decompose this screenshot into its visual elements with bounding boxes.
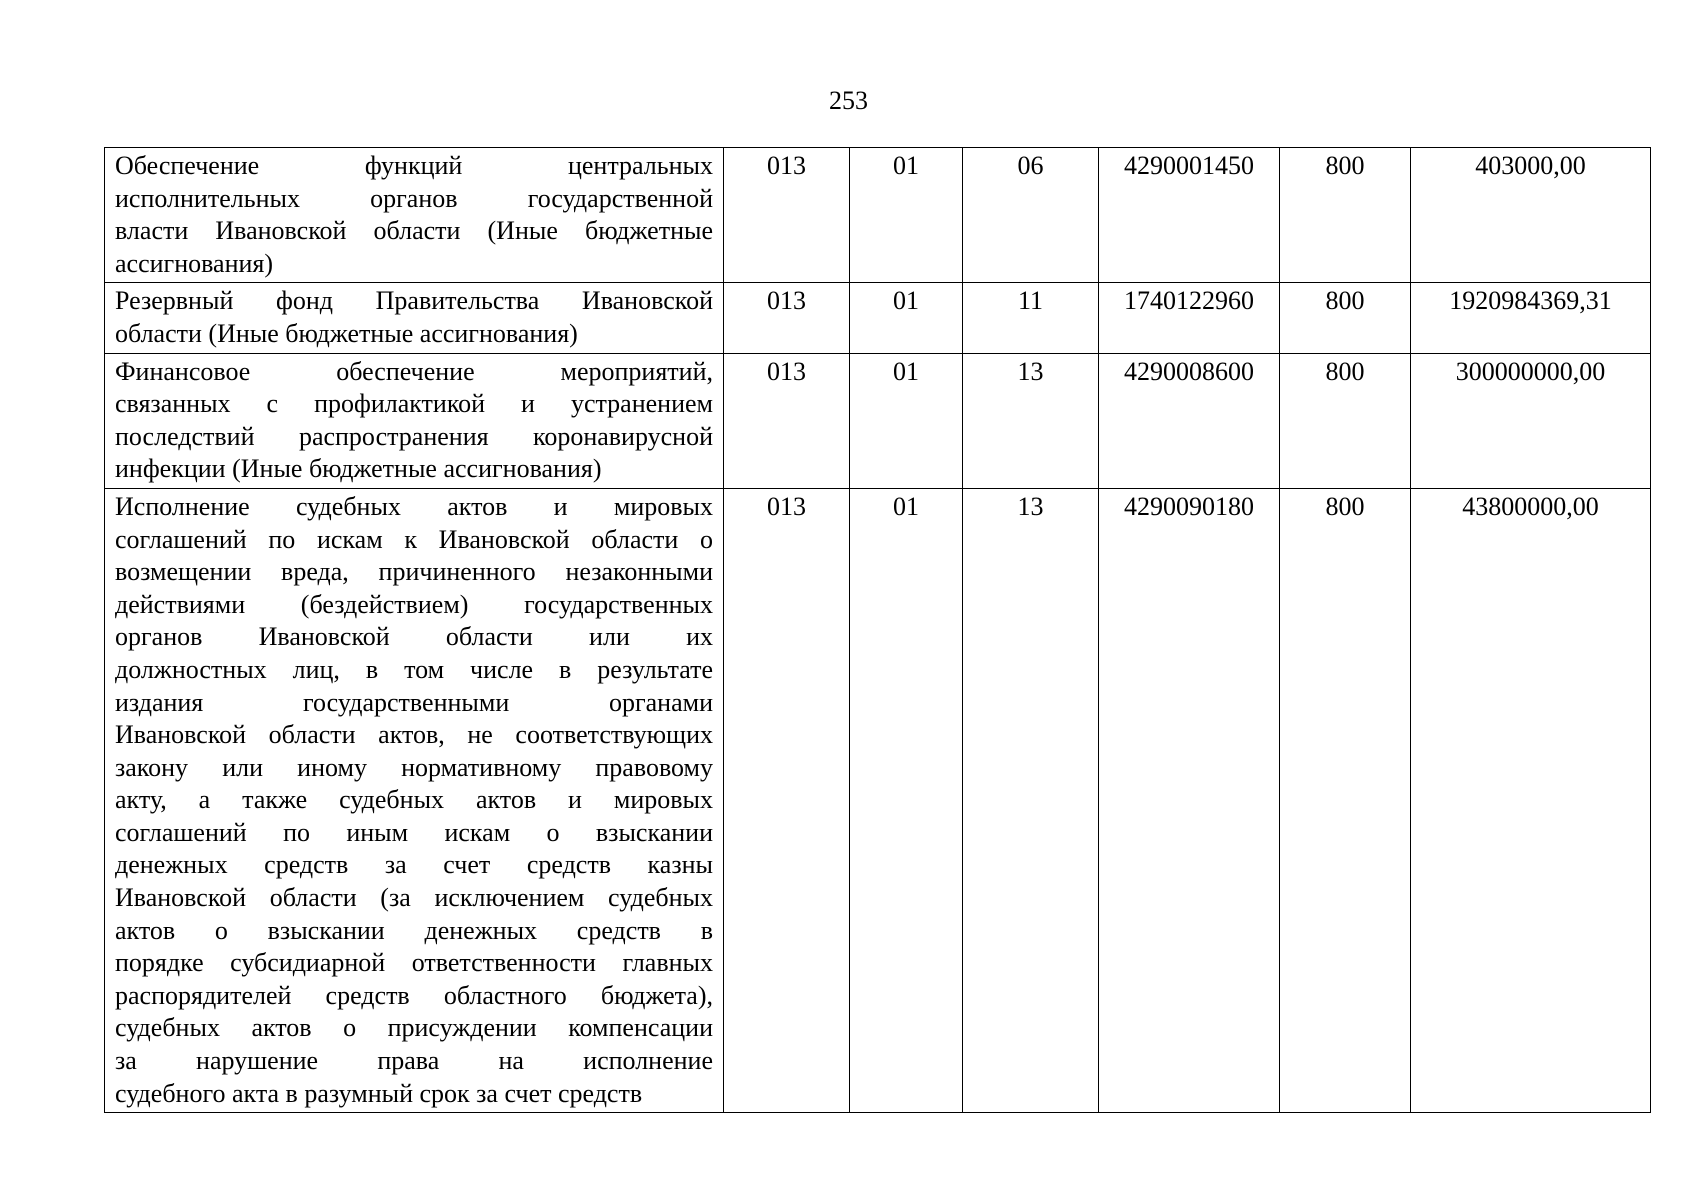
admin-code-cell: 013 (724, 283, 850, 353)
amount-cell: 43800000,00 (1411, 488, 1651, 1112)
description-line: судебных актов о присуждении компенсации (115, 1013, 713, 1043)
expense-type-cell: 800 (1280, 283, 1411, 353)
expense-description (105, 283, 724, 353)
amount-cell: 1920984369,31 (1411, 283, 1651, 353)
description-line: Обеспечение функций центральных (115, 151, 713, 180)
expense-type-cell: 800 (1280, 148, 1411, 283)
target-article-cell: 4290090180 (1099, 488, 1280, 1112)
description-line: издания государственными органами (115, 687, 713, 717)
expense-description (105, 148, 724, 283)
description-line: Ивановской области (за исключением судебных (115, 883, 713, 913)
table-row (105, 148, 1651, 283)
subsection-code-cell: 13 (963, 353, 1099, 488)
page-number: 253 (829, 86, 868, 115)
description-line: ассигнования) (115, 248, 274, 278)
description-line: Резервный фонд Правительства Ивановской (115, 286, 713, 316)
target-article-cell: 1740122960 (1099, 283, 1280, 353)
target-article-cell: 4290008600 (1099, 353, 1280, 488)
description-line: акту, а также судебных актов и мировых (115, 785, 713, 815)
subsection-code-cell: 06 (963, 148, 1099, 283)
expense-type-cell: 800 (1280, 488, 1411, 1112)
description-line: должностных лиц, в том числе в результате (115, 654, 713, 684)
description-line: за нарушение права на исполнение (115, 1046, 713, 1076)
expense-type-cell: 800 (1280, 353, 1411, 488)
description-line: возмещении вреда, причиненного незаконными (115, 557, 713, 587)
description-line: органов Ивановской области или их (115, 622, 713, 652)
description-line: соглашений по искам к Ивановской области о (115, 524, 713, 554)
table-row (105, 353, 1651, 488)
description-line: соглашений по иным искам о взыскании (115, 817, 713, 847)
description-line: инфекции (Иные бюджетные ассигнования) (115, 454, 602, 484)
section-code-cell: 01 (850, 148, 963, 283)
description-line: Ивановской области актов, не соответствующих (115, 720, 713, 750)
expense-description (105, 488, 724, 1112)
description-line: области (Иные бюджетные ассигнования) (115, 318, 578, 348)
description-line: распорядителей средств областного бюджета), (115, 980, 713, 1010)
section-code-cell: 01 (850, 488, 963, 1112)
admin-code-cell: 013 (724, 488, 850, 1112)
description-line: денежных средств за счет средств казны (115, 850, 713, 880)
subsection-code-cell: 13 (963, 488, 1099, 1112)
description-line: связанных с профилактикой и устранением (115, 389, 713, 419)
admin-code-cell: 013 (724, 353, 850, 488)
description-line: действиями (бездействием) государственных (115, 589, 713, 619)
description-line: последствий распространения коронавирусной (115, 421, 713, 451)
admin-code-cell: 013 (724, 148, 850, 283)
table-row (105, 283, 1651, 353)
section-code-cell: 01 (850, 353, 963, 488)
description-line: порядке субсидиарной ответственности главных (115, 948, 713, 978)
description-line: исполнительных органов государственной (115, 183, 713, 213)
section-code-cell: 01 (850, 283, 963, 353)
description-line: закону или иному нормативному правовому (115, 752, 713, 782)
budget-table (104, 147, 1651, 1113)
amount-cell: 300000000,00 (1411, 353, 1651, 488)
description-line: Финансовое обеспечение мероприятий, (115, 356, 713, 386)
description-line: Исполнение судебных актов и мировых (115, 491, 713, 521)
description-line: актов о взыскании денежных средств в (115, 915, 713, 945)
amount-cell: 403000,00 (1411, 148, 1651, 283)
subsection-code-cell: 11 (963, 283, 1099, 353)
expense-description (105, 353, 724, 488)
description-line: власти Ивановской области (Иные бюджетные (115, 216, 713, 246)
description-line: судебного акта в разумный срок за счет средств (115, 1078, 643, 1108)
target-article-cell: 4290001450 (1099, 148, 1280, 283)
table-row (105, 488, 1651, 1112)
